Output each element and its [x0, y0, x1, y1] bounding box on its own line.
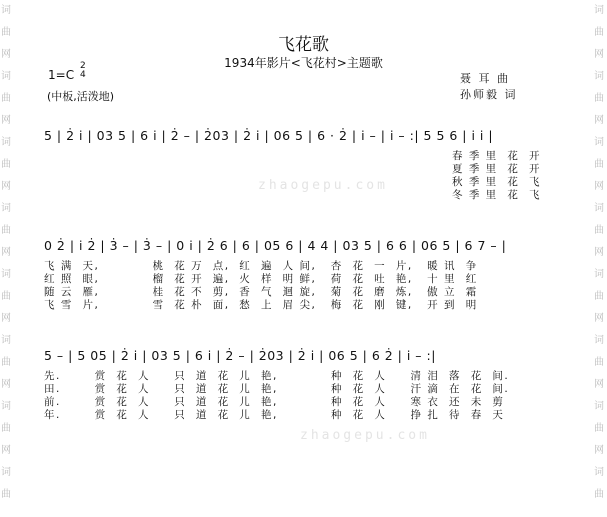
song-title: 飞花歌: [278, 35, 329, 55]
meter-top: 2: [80, 61, 86, 71]
side-watermark-glyph: 词: [1, 137, 11, 148]
side-watermark-glyph: 词: [594, 137, 604, 148]
side-watermark-glyph: 网: [594, 247, 604, 258]
side-watermark-glyph: 词: [594, 5, 604, 16]
side-watermark-glyph: 网: [594, 181, 604, 192]
side-watermark-glyph: 曲: [594, 225, 604, 236]
lyric-line: 年. 赏 花 人 只 道 花 儿 艳, 种 花 人 挣 扎 待 春 天: [44, 409, 505, 421]
side-watermark-glyph: 网: [1, 49, 11, 60]
side-watermark-glyph: 词: [1, 335, 11, 346]
side-watermark-glyph: 词: [1, 269, 11, 280]
lyric-line: 前. 赏 花 人 只 道 花 儿 艳, 种 花 人 寒 衣 还 未 剪: [44, 396, 505, 408]
side-watermark-glyph: 词: [594, 71, 604, 82]
side-watermark-glyph: 网: [1, 313, 11, 324]
side-watermark-glyph: 词: [594, 401, 604, 412]
song-subtitle: 1934年影片<飞花村>主题歌: [224, 56, 383, 70]
side-watermark-glyph: 词: [594, 203, 604, 214]
lyric-line: 随 云 雁, 桂 花 不 剪, 香 气 迴 旋, 菊 花 磨 炼, 傲 立 霜: [44, 286, 478, 298]
side-watermark-glyph: 网: [594, 379, 604, 390]
side-watermark-right: [593, 0, 607, 517]
side-watermark-glyph: 曲: [1, 159, 11, 170]
lyric-line: 田. 赏 花 人 只 道 花 儿 艳, 种 花 人 汗 滴 在 花 间.: [44, 383, 510, 395]
side-watermark-glyph: 网: [1, 379, 11, 390]
side-watermark-glyph: 网: [594, 115, 604, 126]
side-watermark-glyph: 词: [1, 5, 11, 16]
side-watermark-glyph: 词: [1, 71, 11, 82]
side-watermark-glyph: 网: [1, 181, 11, 192]
watermark-text: zhaogepu.com: [258, 178, 388, 193]
side-watermark-glyph: 网: [1, 115, 11, 126]
side-watermark-glyph: 词: [1, 203, 11, 214]
side-watermark-glyph: 曲: [594, 423, 604, 434]
side-watermark-glyph: 网: [594, 49, 604, 60]
side-watermark-glyph: 词: [1, 401, 11, 412]
side-watermark-glyph: 曲: [594, 27, 604, 38]
key-signature: 1=C: [48, 68, 75, 82]
lyric-line: 红 照 眼, 榴 花 开 遍, 火 样 明 鲜, 荷 花 吐 艳, 十 里 红: [44, 273, 478, 285]
side-watermark-glyph: 曲: [594, 291, 604, 302]
side-watermark-glyph: 网: [1, 247, 11, 258]
side-watermark-glyph: 曲: [1, 93, 11, 104]
notation-line: 5 | 2̇ i | 03 5 | 6 i | 2̇ – | 2̇03 | 2̇ i | 06 5 | 6 · 2̇ | i – | i – :| 5 5 6 | i i |: [44, 128, 494, 143]
side-watermark-glyph: 网: [594, 445, 604, 456]
lyric-line: 夏 季 里 花 开: [452, 163, 542, 175]
side-watermark-glyph: 曲: [594, 159, 604, 170]
composer-credit: 聂 耳 曲: [460, 72, 510, 85]
side-watermark-glyph: 词: [594, 269, 604, 280]
lyric-line: 秋 季 里 花 飞: [452, 176, 542, 188]
side-watermark-glyph: 网: [594, 313, 604, 324]
tempo-marking: (中板,活泼地): [47, 90, 115, 103]
notation-line: 0 2̇ | i 2̇ | 3̇ – | 3̇ – | 0 i | 2̇ 6 | 6 | 05 6 | 4 4 | 03 5 | 6 6 | 06 5 | 6 7 – |: [44, 238, 507, 253]
side-watermark-glyph: 曲: [1, 27, 11, 38]
side-watermark-left: [0, 0, 14, 517]
lyric-line: 飞 满 天, 桃 花 万 点, 红 遍 人 间, 杏 花 一 片, 暖 讯 争: [44, 260, 478, 272]
side-watermark-glyph: 曲: [594, 489, 604, 500]
side-watermark-glyph: 曲: [594, 93, 604, 104]
side-watermark-glyph: 曲: [1, 291, 11, 302]
side-watermark-glyph: 曲: [1, 357, 11, 368]
notation-line: 5 – | 5 05 | 2̇ i | 03 5 | 6 i | 2̇ – | 2̇03 | 2̇ i | 06 5 | 6 2̇ | i – :|: [44, 348, 436, 363]
watermark-text: zhaogepu.com: [300, 428, 430, 443]
meter-bottom: 4: [80, 70, 86, 80]
lyric-line: 飞 雪 片, 雪 花 朴 面, 愁 上 眉 尖, 梅 花 刚 键, 开 到 明: [44, 299, 478, 311]
side-watermark-glyph: 曲: [594, 357, 604, 368]
side-watermark-glyph: 词: [594, 335, 604, 346]
side-watermark-glyph: 网: [1, 445, 11, 456]
lyric-line: 冬 季 里 花 飞: [452, 189, 542, 201]
time-signature: [80, 62, 86, 80]
lyricist-credit: 孙师毅 词: [460, 88, 518, 101]
side-watermark-glyph: 曲: [1, 489, 11, 500]
side-watermark-glyph: 曲: [1, 423, 11, 434]
lyric-line: 先. 赏 花 人 只 道 花 儿 艳, 种 花 人 清 泪 落 花 间.: [44, 370, 510, 382]
lyric-line: 春 季 里 花 开: [452, 150, 542, 162]
side-watermark-glyph: 曲: [1, 225, 11, 236]
side-watermark-glyph: 词: [1, 467, 11, 478]
side-watermark-glyph: 词: [594, 467, 604, 478]
